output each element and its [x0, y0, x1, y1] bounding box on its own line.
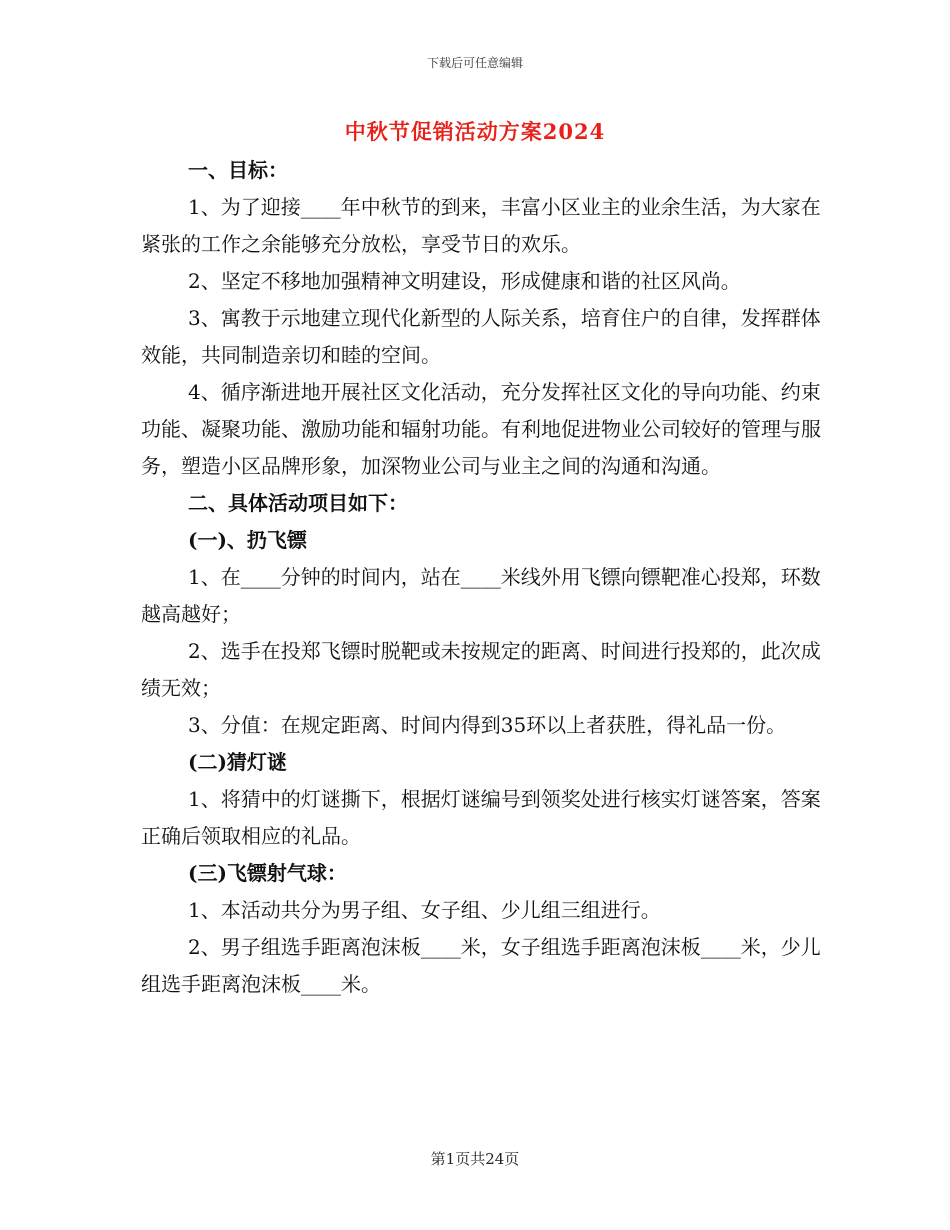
paragraph: 2、选手在投郑飞镖时脱靶或未按规定的距离、时间进行投郑的，此次成绩无效； [141, 639, 821, 700]
page-footer: 第1页共24页 [430, 1150, 520, 1168]
paragraph: 1、为了迎接____年中秋节的到来，丰富小区业主的业余生活，为大家在紧张的工作之余能够充分放松，享受节日的欢乐。 [141, 195, 821, 256]
document-title: 中秋节促销活动方案2024 [344, 119, 606, 144]
paragraph: 2、男子组选手距离泡沫板____米，女子组选手距离泡沫板____米，少儿组选手距离泡沫板____米。 [141, 935, 821, 996]
paragraph: 2、坚定不移地加强精神文明建设，形成健康和谐的社区风尚。 [188, 269, 741, 293]
paragraph: 1、在____分钟的时间内，站在____米线外用飞镖向镖靶准心投郑，环数越高越好； [141, 565, 821, 626]
document-body [141, 152, 825, 1003]
paragraph: 1、将猜中的灯谜撕下，根据灯谜编号到领奖处进行核实灯谜答案，答案正确后领取相应的礼品。 [141, 787, 821, 848]
section-heading-goals: 一、目标： [188, 158, 288, 182]
paragraph: 1、本活动共分为男子组、女子组、少儿组三组进行。 [188, 898, 661, 922]
paragraph: 3、分值：在规定距离、时间内得到35环以上者获胜，得礼品一份。 [188, 713, 787, 737]
subsection-heading-darts: (一)、扔飞镖 [188, 528, 307, 552]
subsection-heading-balloons: (三)飞镖射气球： [188, 861, 347, 885]
page-header: 下载后可任意编辑 [426, 56, 523, 70]
section-heading-activities: 二、具体活动项目如下： [188, 491, 408, 515]
paragraph: 3、寓教于示地建立现代化新型的人际关系，培育住户的自律，发挥群体效能，共同制造亲切和睦的空间。 [141, 306, 821, 367]
paragraph: 4、循序渐进地开展社区文化活动，充分发挥社区文化的导向功能、约束功能、凝聚功能、激励功能和辐射功能。有利地促进物业公司较好的管理与服务，塑造小区品牌形象，加深物业公司与业主之间的沟通和沟通。 [141, 380, 821, 478]
subsection-heading-riddles: (二)猜灯谜 [188, 750, 287, 774]
